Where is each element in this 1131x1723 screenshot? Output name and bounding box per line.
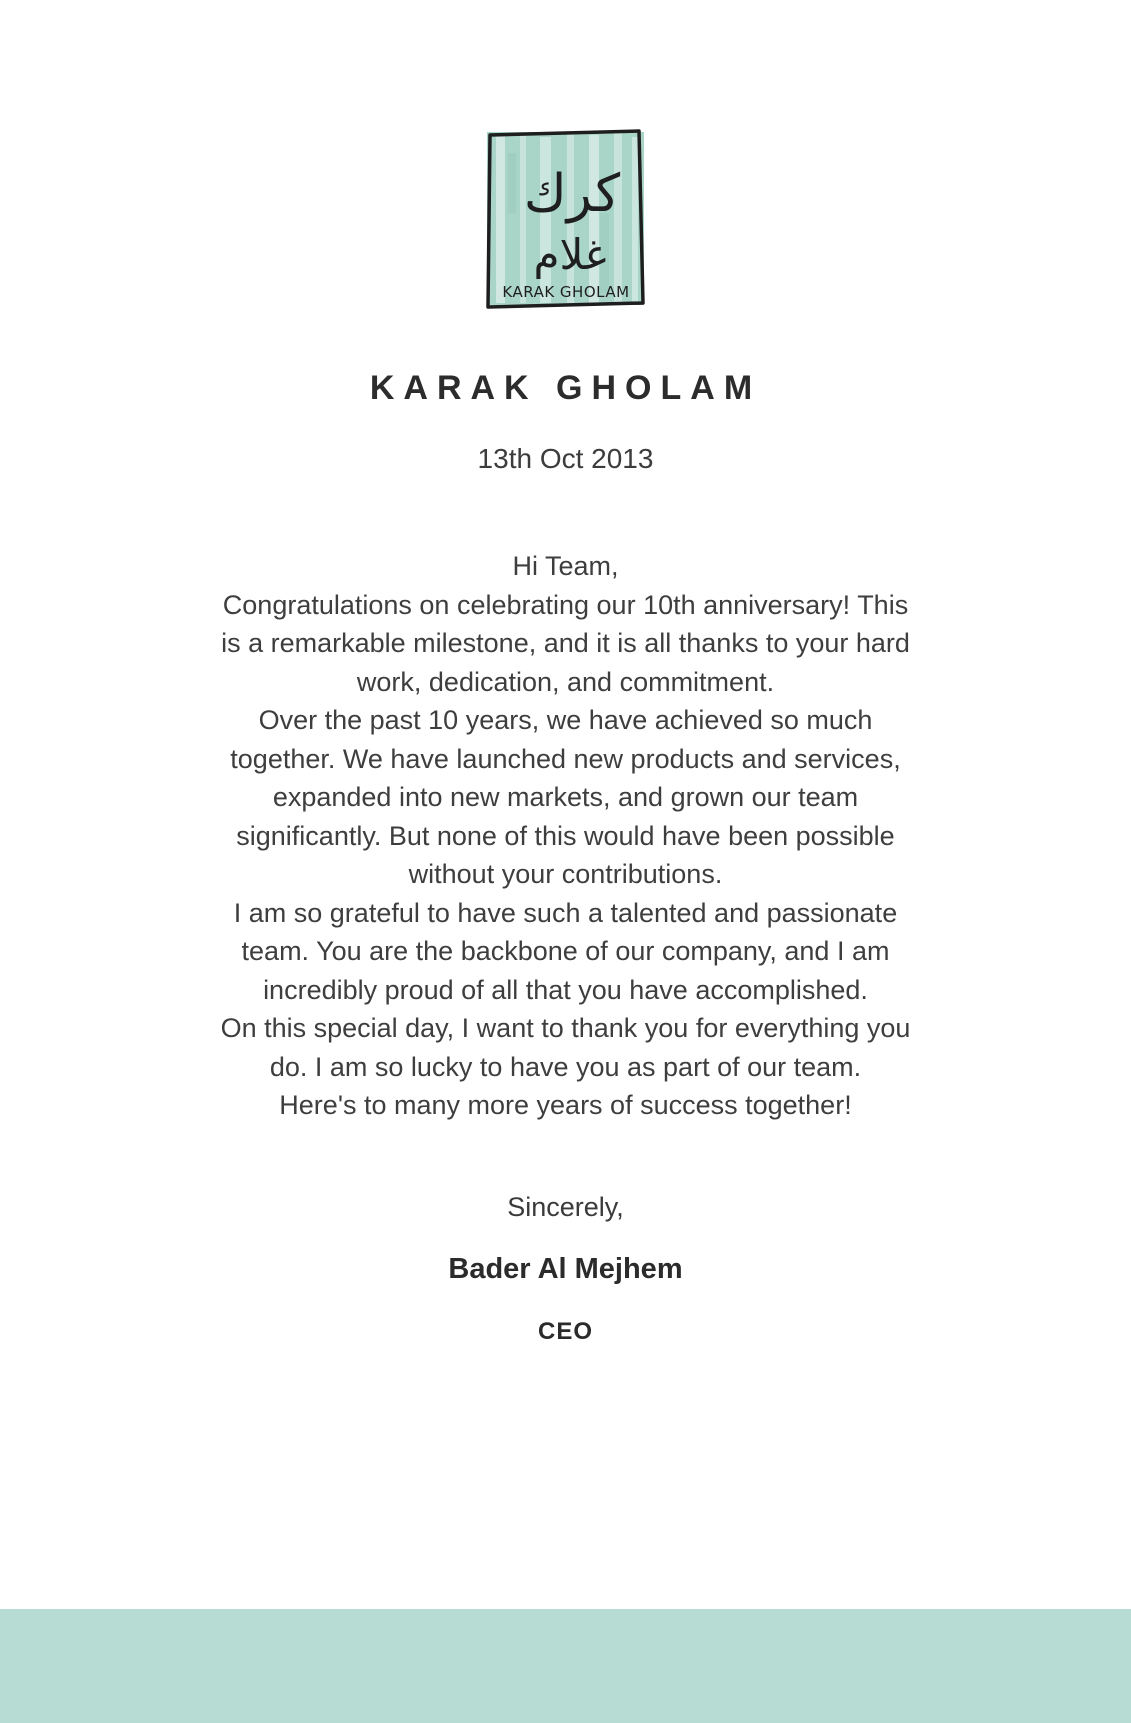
company-logo bbox=[480, 123, 652, 315]
letter-line: do. I am so lucky to have you as part of our team. bbox=[269, 1051, 862, 1082]
company-logo-image bbox=[480, 123, 652, 315]
letter-line: significantly. But none of this would have been possible bbox=[236, 820, 895, 851]
letter-line: Over the past 10 years, we have achieved so much bbox=[258, 705, 873, 735]
letter-line: together. We have launched new products and services, bbox=[230, 743, 901, 774]
letter-line: I am so grateful to have such a talented and passionate bbox=[233, 897, 898, 928]
letter-line: team. You are the backbone of our company, and I am bbox=[241, 936, 890, 966]
logo-caption: KARAK GHOLAM bbox=[501, 283, 630, 301]
logo-texture-streak bbox=[632, 137, 638, 303]
signature-name: Bader Al Mejhem bbox=[448, 1252, 683, 1285]
logo-arabic-text-line2: غلام bbox=[532, 230, 607, 279]
letter-line: On this special day, I want to thank you for everything you bbox=[220, 1013, 911, 1043]
letter-line: without your contributions. bbox=[408, 859, 723, 889]
signature-title: CEO bbox=[537, 1317, 593, 1345]
page-title: KARAK GHOLAM bbox=[369, 369, 762, 407]
letter-line: expanded into new markets, and grown our team bbox=[272, 782, 859, 812]
footer-color-band bbox=[0, 1609, 1131, 1723]
letter-closing: Sincerely, bbox=[507, 1191, 624, 1222]
letter-line: Congratulations on celebrating our 10th anniversary! This bbox=[222, 589, 909, 620]
letter-line: Here's to many more years of success together! bbox=[279, 1090, 852, 1120]
letter-body bbox=[0, 547, 1131, 1125]
logo-texture-patch bbox=[508, 153, 516, 213]
letter-line: work, dedication, and commitment. bbox=[356, 666, 775, 697]
letter-line: Hi Team, bbox=[512, 551, 619, 581]
letter-page bbox=[0, 123, 1131, 1723]
letter-line: is a remarkable milestone, and it is all thanks to your hard bbox=[221, 628, 910, 658]
logo-texture-streak bbox=[496, 135, 505, 303]
letter-date: 13th Oct 2013 bbox=[477, 443, 654, 474]
logo-arabic-text-line1: كرك bbox=[523, 164, 620, 224]
letter-line: incredibly proud of all that you have accomplished. bbox=[263, 974, 868, 1005]
